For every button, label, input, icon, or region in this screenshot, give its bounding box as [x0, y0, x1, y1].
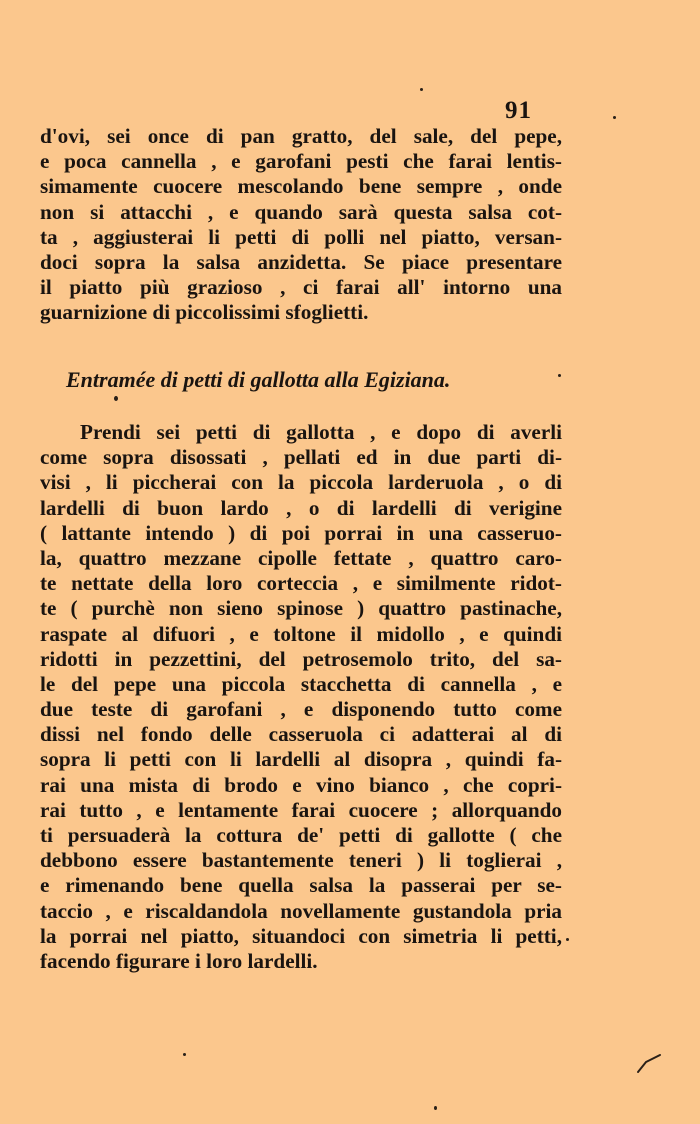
paper-speck: [566, 938, 569, 941]
text-line: sopra li petti con li lardelli al disopra , quindi fa-: [40, 747, 562, 772]
text-line: te nettate della loro corteccia , e similmente ridot-: [40, 571, 562, 596]
text-line: il piatto più grazioso , ci farai all' intorno una: [40, 275, 562, 300]
text-line: Prendi sei petti di gallotta , e dopo di averli: [80, 420, 562, 444]
text-line: taccio , e riscaldandola novellamente gustandola pria: [40, 898, 562, 923]
text-line: ridotti in pezzettini, del petrosemolo trito, del sa-: [40, 646, 562, 671]
text-line: la, quattro mezzane cipolle fettate , quattro caro-: [40, 545, 562, 570]
text-line: rai una mista di brodo e vino bianco , che copri-: [40, 772, 562, 797]
text-line: simamente cuocere mescolando bene sempre , onde: [40, 174, 562, 199]
text-line: d'ovi, sei once di pan gratto, del sale, del pepe,: [40, 124, 562, 148]
text-line: facendo figurare i loro lardelli.: [40, 948, 318, 973]
text-line: dissi nel fondo delle casseruola ci adatterai al di: [40, 722, 562, 747]
text-line: guarnizione di piccolissimi sfoglietti.: [40, 300, 369, 325]
text-line: le del pepe una piccola stacchetta di cannella , e: [40, 671, 562, 696]
text-line: debbono essere bastantemente teneri ) li toglierai ,: [40, 848, 562, 873]
ink-mark: [636, 1052, 662, 1076]
text-line: te ( purchè non sieno spinose ) quattro pastinache,: [40, 596, 562, 621]
paper-speck: [434, 1106, 437, 1110]
paper-speck: [613, 116, 616, 119]
text-line: ti persuaderà la cottura de' petti di gallotte ( che: [40, 823, 562, 847]
text-line: non si attacchi , e quando sarà questa salsa cot-: [40, 199, 562, 224]
paper-speck: [558, 374, 561, 377]
text-line: visi , li piccherai con la piccola larderuola , o di: [40, 470, 562, 495]
text-line: raspate al difuori , e toltone il midollo , e quindi: [40, 621, 562, 646]
text-line: e poca cannella , e garofani pesti che farai lentis-: [40, 149, 562, 174]
text-line: lardelli di buon lardo , o di lardelli di verigine: [40, 495, 562, 520]
recipe-heading: Entramée di petti di gallotta alla Egiziana.: [66, 367, 451, 392]
text-line: e rimenando bene quella salsa la passerai per se-: [40, 873, 562, 898]
text-line: ta , aggiusterai li petti di polli nel piatto, versan-: [40, 224, 562, 249]
text-line: come sopra disossati , pellati ed in due parti di-: [40, 445, 562, 470]
paper-speck: [420, 88, 423, 91]
page-number: 91: [505, 97, 532, 124]
paper-speck: [114, 396, 118, 401]
recipe-paragraph: [40, 420, 562, 974]
text-line: rai tutto , e lentamente farai cuocere ; allorquando: [40, 797, 562, 822]
paragraph-continued: [40, 124, 562, 326]
text-line: la porrai nel piatto, situandoci con simetria li petti,: [40, 923, 562, 948]
text-line: doci sopra la salsa anzidetta. Se piace presentare: [40, 249, 562, 274]
text-line: due teste di garofani , e disponendo tutto come: [40, 697, 562, 722]
paper-speck: [183, 1053, 186, 1056]
text-line: ( lattante intendo ) di poi porrai in una casseruo-: [40, 520, 562, 545]
